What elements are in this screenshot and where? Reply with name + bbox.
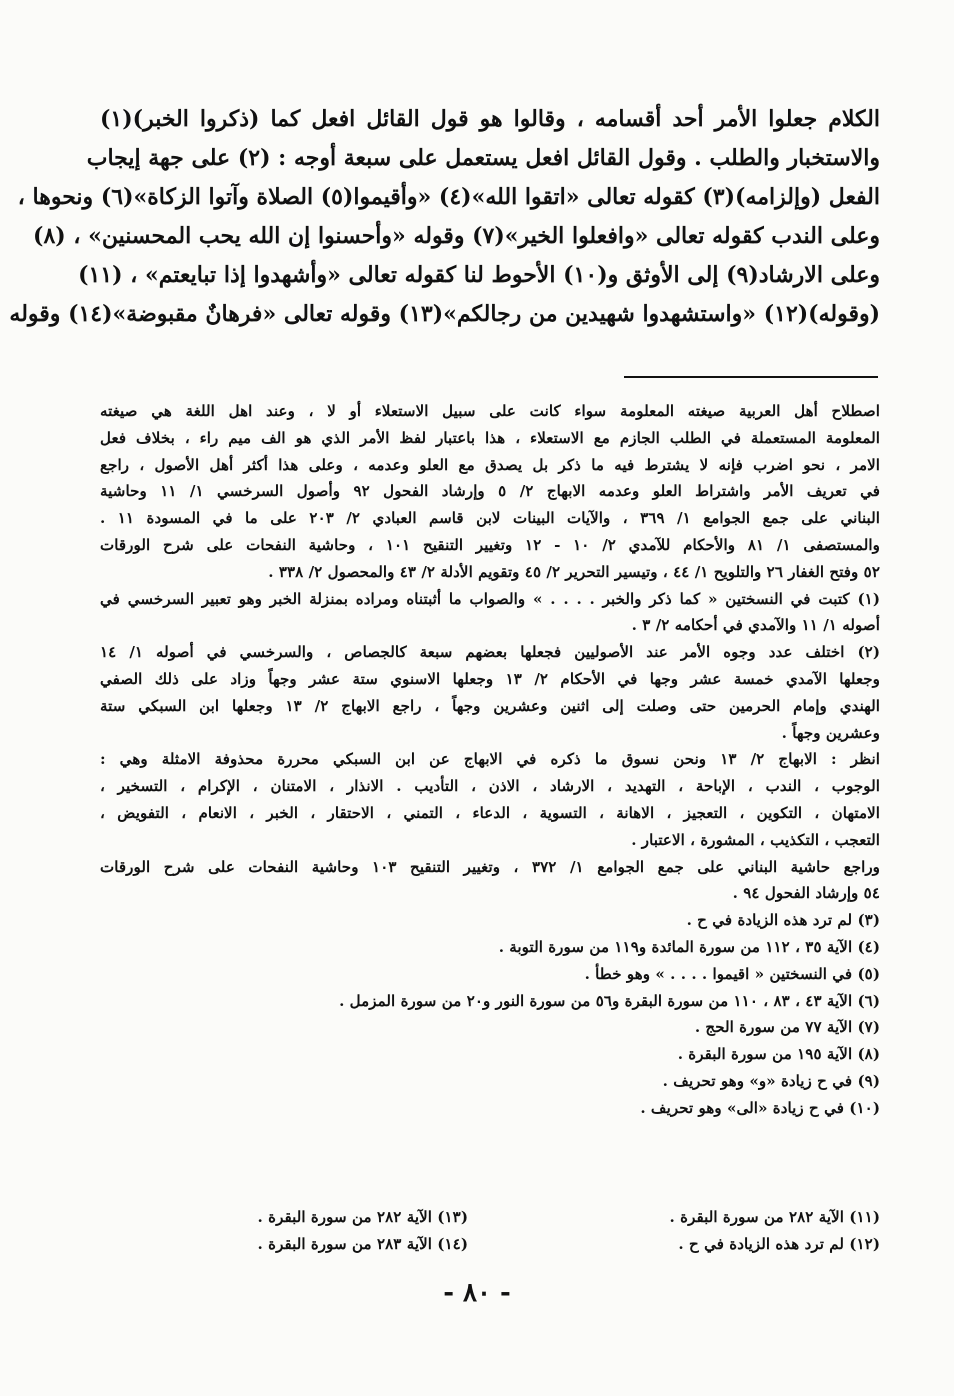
footnote-line: البناني على جمع الجوامع ١/ ٣٦٩ ، والآيات البينات لابن قاسم العبادي ٢/ ٢٠٣ على ما في المسودة ١١ . [100, 509, 880, 528]
footnote-2-list-line: التعجب ، التكذيب ، المشورة ، الاعتبار . [631, 830, 880, 849]
footnote-line: في تعريف الأمر واشتراط العلو وعدمه الابهاج ٢/ ٥ وإرشاد الفحول ٩٢ وأصول السرخسي ١/ ١١ وحاشية [100, 482, 881, 501]
main-text-line: وعلى الارشاد(٩) إلى الأوثق و(١٠) الأحوط لنا كقوله تعالى «وأشهدوا إذا تبايعتم» ، (١١) [78, 262, 880, 288]
main-text-line: والاستخبار والطلب . وقول القائل افعل يستعمل على سبعة أوجه : (٢) على جهة إيجاب [86, 145, 880, 171]
short-note: (١٠) في ح زيادة «الى» وهو تحريف . [640, 1098, 880, 1117]
short-note: (١٢) لم ترد هذه الزيادة في ح . [678, 1234, 880, 1253]
footnote-2-ref-line: ٥٤ وإرشاد الفحول ٩٤ . [732, 884, 880, 903]
short-note: (٩) في ح زيادة «و» وهو تحريف . [662, 1071, 880, 1090]
footnote-line: والمستصفى ١/ ٨١ والأحكام للآمدي ٢/ ١٠ - ١٢ وتغيير التنقيح ١٠١ ، وحاشية النفحات على شرح الورقات [100, 535, 880, 554]
footnote-2-line: (٢) اختلف عدد وجوه الأمر عند الأصوليين فجعلها بعضهم سبعة كالجصاص ، والسرخسي في أصوله ١/ ١٤ [100, 643, 880, 662]
footnote-line: الامر ، نحو اضرب فإنه لا يشترط فيه ما ذكر بل يصدق مع العلو وعدمه ، وعلى هذا أكثر أهل الأصول ، راجع [100, 455, 880, 474]
short-note: (٣) لم ترد هذه الزيادة في ح . [686, 911, 880, 930]
footnote-1-line: (١) كتبت في النسختين « كما ذكر والخبر . . . . » والصواب ما أثبتناه ومراده بمنزلة الخبر وهو تعبير السرخسي في [100, 589, 880, 608]
short-note: (١٤) الآية ٢٨٣ من سورة البقرة . [257, 1234, 468, 1253]
short-note: (٦) الآية ٤٣ ، ٨٣ ، ١١٠ من سورة البقرة و٥٦ من سورة النور و٢٠ من سورة المزمل . [339, 991, 880, 1010]
footnote-1-line: أصوله ١/ ١١ والآمدي في أحكامه ٢/ ٣ . [631, 616, 880, 635]
footnote-2-line: الهندي وإمام الحرمين حتى وصلت إلى اثنين وعشرين وجهاً ، راجع الابهاج ٢/ ١٣ وجعلها ابن السبكي ستة [100, 696, 880, 715]
notes-left-column [208, 1204, 468, 1258]
footnote-2-list-line: انظر : الابهاج ٢/ ١٣ ونحن نسوق ما ذكره في الابهاج عن ابن السبكي محررة محذوفة الامثلة وهي : [100, 750, 880, 769]
short-note: (٧) الآية ٧٧ من سورة الحج . [694, 1018, 880, 1037]
footnote-2-line: وعشرين وجهاً . [781, 723, 880, 742]
main-text-line: الفعل (وإلزامه)(٣) كقوله تعالى «اتقوا الله»(٤) «وأقيموا(٥) الصلاة وآتوا الزكاة»(٦) ونحوها ، [17, 184, 880, 210]
footnote-2-line: وجعلها الآمدي خمسة عشر وجها في الأحكام ٢/ ١٣ وجعلها الاسنوي ستة عشر وجهاً وزاد على ذلك الصفي [100, 669, 880, 688]
footnote-2-ref-line: وراجع حاشية البناني على جمع الجوامع ١/ ٣٧٢ ، وتغيير التنقيح ١٠٣ وحاشية النفحات على شرح الورقات [100, 857, 881, 876]
footnote-2-list-line: الوجوب ، الندب ، الإباحة ، التهديد ، الارشاد ، الاذن ، التأديب . الانذار ، الامتنان ، الإكرام ، التسخير ، [100, 777, 880, 796]
footnote-line: اصطلاح أهل العربية صيغته المعلومة سواء كانت على سبيل الاستعلاء أو لا ، وعند اهل اللغة هي صيغته [100, 402, 880, 420]
footnotes-section [100, 398, 880, 1122]
two-column-notes [100, 1204, 880, 1264]
footnote-line: المعلومة المستعملة في الطلب الجازم مع الاستعلاء ، هذا باعتبار لفظ الأمر الذي هو الف ميم راء ، بخلاف فعل [100, 428, 880, 447]
notes-right-column [620, 1204, 880, 1258]
main-text-block [9, 100, 880, 334]
short-note: (٤) الآية ٣٥ ، ١١٢ من سورة المائدة و١١٩ من سورة التوبة . [498, 937, 880, 956]
footnote-separator [624, 376, 878, 378]
short-note: (٨) الآية ١٩٥ من سورة البقرة . [677, 1045, 880, 1064]
short-note: (١١) الآية ٢٨٢ من سورة البقرة . [669, 1208, 880, 1226]
main-text-line: الكلام جعلوا الأمر أحد أقسامه ، وقالوا هو قول القائل افعل كما (ذكروا الخبر)(١) [100, 106, 880, 132]
footnote-2-list-line: الامتهان ، التكوين ، التعجيز ، الاهانة ، التسوية ، الدعاء ، التمني ، الاحتقار ، الخبر ، الانعام ، التفويض ، [100, 803, 880, 822]
footnote-line: ٥٢ وفتح الغفار ٢٦ والتلويح ١/ ٤٤ ، وتيسير التحرير ٢/ ٤٥ وتقويم الأدلة ٢/ ٤٣ والمحصول ٢/ ٣٣٨ . [268, 562, 880, 581]
page-number: - ٨٠ - [443, 1278, 511, 1308]
short-note: (١٣) الآية ٢٨٢ من سورة البقرة . [257, 1208, 468, 1226]
short-note: (٥) في النسختين « اقيموا . . . . » وهو خطأ . [584, 964, 880, 983]
main-text-line: (وقوله)(١٢) «واستشهدوا شهيدين من رجالكم»(١٣) وقوله تعالى «فرهانٌ مقبوضة»(١٤) وقوله [9, 301, 880, 327]
main-text-line: وعلى الندب كقوله تعالى «وافعلوا الخير»(٧) وقوله «وأحسنوا إن الله يحب المحسنين» ، (٨) [33, 223, 880, 249]
